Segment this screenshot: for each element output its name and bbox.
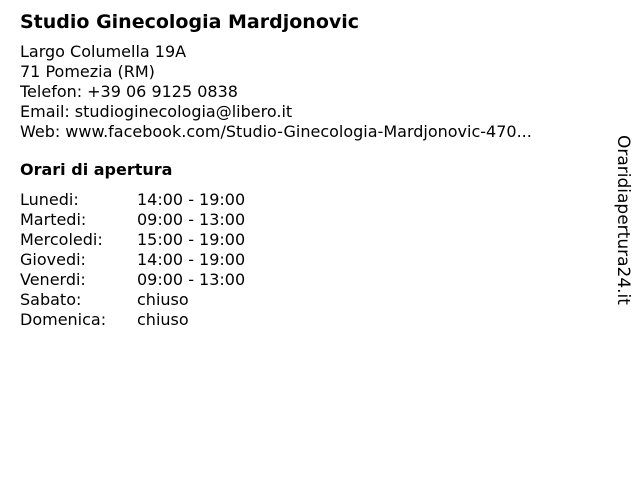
day-hours: 15:00 - 19:00 xyxy=(137,230,246,249)
hours-row-wednesday xyxy=(20,230,600,250)
hours-row-monday xyxy=(20,190,600,210)
business-card xyxy=(20,10,600,330)
hours-row-saturday xyxy=(20,290,600,310)
hours-row-thursday xyxy=(20,250,600,270)
day-label: Lunedi: xyxy=(20,190,79,209)
web-line xyxy=(20,122,600,142)
email-line xyxy=(20,102,600,122)
day-hours: 09:00 - 13:00 xyxy=(137,210,246,229)
day-label: Domenica: xyxy=(20,310,107,329)
site-brand-vertical: Oraridiapertura24.it xyxy=(613,135,633,305)
day-hours: chiuso xyxy=(137,310,189,329)
day-hours: 09:00 - 13:00 xyxy=(137,270,246,289)
hours-row-tuesday xyxy=(20,210,600,230)
web-link[interactable]: www.facebook.com/Studio-Ginecologia-Mardjonovic-470... xyxy=(65,122,532,141)
email-link[interactable]: studioginecologia@libero.it xyxy=(74,102,293,121)
day-label: Sabato: xyxy=(20,290,82,309)
day-hours: 14:00 - 19:00 xyxy=(137,190,246,209)
day-hours: 14:00 - 19:00 xyxy=(137,250,246,269)
hours-row-sunday xyxy=(20,310,600,330)
phone-line xyxy=(20,82,600,102)
day-hours: chiuso xyxy=(137,290,189,309)
address-line-city: 71 Pomezia (RM) xyxy=(20,62,155,81)
hours-row-friday xyxy=(20,270,600,290)
day-label: Martedi: xyxy=(20,210,87,229)
phone-label: Telefon: xyxy=(20,82,83,101)
day-label: Venerdi: xyxy=(20,270,86,289)
hours-list xyxy=(20,190,600,330)
hours-title: Orari di apertura xyxy=(20,160,173,179)
address-line-street: Largo Columella 19A xyxy=(20,42,187,61)
day-label: Mercoledi: xyxy=(20,230,103,249)
email-label: Email: xyxy=(20,102,70,121)
web-label: Web: xyxy=(20,122,61,141)
phone-number[interactable]: +39 06 9125 0838 xyxy=(87,82,238,101)
business-name: Studio Ginecologia Mardjonovic xyxy=(20,11,360,33)
day-label: Giovedi: xyxy=(20,250,86,269)
